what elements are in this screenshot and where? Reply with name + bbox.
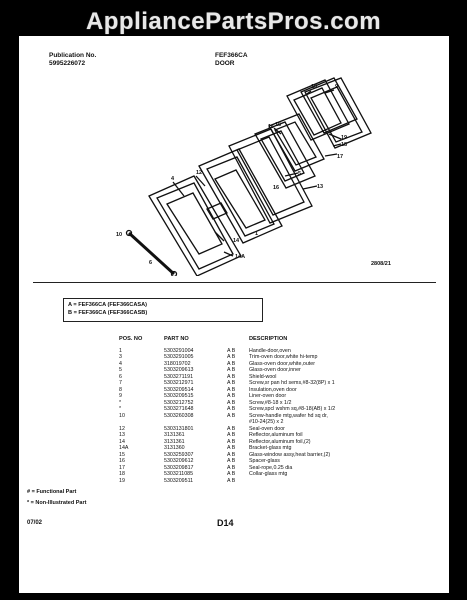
cell-model-codes: A B [227, 380, 236, 386]
legend-line-a: A = FEF366CA (FEF366CASA) [68, 302, 148, 308]
cell-model-codes: A B [227, 412, 236, 419]
cell-part-no: 318019702 [164, 360, 191, 367]
cell-part-no: 5303271191 [164, 373, 194, 380]
footnote-functional: # = Functional Part [27, 489, 77, 495]
cell-part-no: 5303209612 [164, 458, 194, 464]
cell-description: Reflector,aluminum foil [249, 432, 303, 438]
cell-pos-no: 14 [119, 438, 125, 445]
model-legend [63, 298, 263, 322]
legend-line-b: B = FEF366CA (FEF366CASB) [68, 310, 148, 316]
cell-description: Screw-handle mtg,wafer hd sq dr, [249, 412, 328, 419]
col-pos-no: POS. NO [119, 336, 143, 342]
cell-pos-no: 16 [119, 458, 125, 464]
cell-model-codes: A B [227, 464, 236, 471]
cell-pos-no: 5 [119, 367, 122, 373]
cell-description: Handle-door,oven [249, 347, 291, 354]
cell-model-codes: A B [227, 432, 236, 438]
cell-description: Screw,#8-18 x 1/2 [249, 399, 292, 406]
cell-model-codes: A B [227, 406, 236, 412]
cell-model-codes: A B [227, 399, 236, 406]
cell-pos-no: 15 [119, 451, 125, 458]
cell-model-codes: A B [227, 360, 236, 367]
cell-model-codes: A B [227, 393, 236, 399]
callout-6: 6 [149, 260, 153, 266]
col-part-no: PART NO [164, 336, 189, 342]
cell-part-no: 5303260308 [164, 412, 194, 419]
cell-model-codes: A B [227, 471, 236, 477]
cell-description: Shield-wool [249, 373, 277, 380]
cell-part-no: 5303209515 [164, 393, 194, 399]
cell-pos-no: 6 [119, 373, 122, 380]
exploded-door-diagram [19, 36, 449, 276]
diagram-code: 2808/21 [371, 261, 391, 267]
cell-pos-no: 13 [119, 432, 125, 438]
cell-part-no: 3131361 [164, 438, 185, 445]
callout-1: 1 [255, 231, 259, 237]
cell-model-codes: A B [227, 458, 236, 464]
cell-part-no: 5303271648 [164, 406, 194, 412]
cell-pos-no: 10 [119, 412, 125, 419]
cell-part-no: 5303212752 [164, 399, 194, 406]
cell-description: Glass-oven door,inner [249, 367, 301, 373]
publication-number: 5995226072 [49, 60, 86, 67]
cell-part-no: 5303209817 [164, 464, 194, 471]
cell-pos-no: 4 [119, 360, 122, 367]
cell-description: Liner-oven door [249, 393, 287, 399]
callout-19a: 19 [311, 84, 318, 90]
cell-description: Collar-glass mtg [249, 471, 288, 477]
callout-10: 10 [116, 232, 123, 238]
footer-date: 07/02 [27, 520, 43, 526]
watermark: AppliancePartsPros.com [85, 8, 382, 35]
cell-pos-no: 1 [119, 347, 122, 354]
callout-12: 12 [196, 170, 203, 176]
cell-model-codes: A B [227, 438, 236, 445]
cell-model-codes: A B [227, 451, 236, 458]
cell-description: Reflector,aluminum foil,(2) [249, 438, 311, 445]
callout-15: 15 [275, 122, 282, 128]
cell-pos-no: 7 [119, 380, 122, 386]
parts-sheet [19, 36, 449, 593]
cell-pos-no: * [119, 406, 122, 412]
cell-pos-no: 9 [119, 393, 122, 399]
cell-pos-no: * [119, 399, 122, 406]
cell-pos-no: 12 [119, 425, 125, 432]
callout-19b: 19 [341, 135, 348, 141]
footnote-non-illustrated: * = Non-Illustrated Part [27, 500, 87, 506]
callout-18: 18 [341, 142, 348, 148]
cell-pos-no: 19 [119, 477, 125, 484]
cell-part-no: 5303209613 [164, 367, 194, 373]
callout-9: 9 [335, 84, 339, 90]
cell-model-codes: A B [227, 425, 236, 432]
cell-description: Bracket-glass mtg [249, 445, 292, 451]
col-description: DESCRIPTION [249, 336, 288, 342]
callout-16b: 16 [273, 185, 280, 191]
cell-pos-no: 8 [119, 386, 122, 393]
cell-part-no: 5303211085 [164, 471, 194, 477]
cell-description: Trim-oven door,white hi-temp [249, 354, 318, 360]
cell-part-no: 5303131801 [164, 425, 194, 432]
cell-description: Insulation,oven door [249, 386, 297, 393]
cell-model-codes: A B [227, 354, 236, 360]
callout-4: 4 [171, 176, 175, 182]
cell-part-no: 5303291004 [164, 347, 194, 354]
cell-description: Spacer-glass [249, 458, 280, 464]
cell-part-no: 5303291005 [164, 354, 194, 360]
callout-13: 13 [317, 184, 324, 190]
cell-description: Seal-oven door [249, 425, 285, 432]
cell-model-codes: A B [227, 445, 236, 451]
door-handle [129, 233, 174, 274]
footer-page-number: D14 [217, 518, 234, 528]
cell-part-no: 3131360 [164, 445, 185, 451]
callout-14a: 14A [235, 254, 246, 260]
cell-pos-no: 3 [119, 354, 122, 360]
publication-label: Publication No. [49, 52, 97, 59]
cell-pos-no: 17 [119, 464, 125, 471]
cell-pos-no: 14A [119, 445, 129, 451]
cell-description: Screw,sr pan hd sems,#8-32(8P) x 1 [249, 380, 335, 386]
cell-part-no: 3131361 [164, 432, 185, 438]
cell-model-codes: A B [227, 477, 236, 484]
cell-description: #10-24(25) x 2 [249, 419, 284, 425]
cell-description: Glass-oven door,white,outer [249, 360, 315, 367]
callout-16a: 16 [268, 124, 275, 130]
cell-model-codes: A B [227, 373, 236, 380]
callout-17: 17 [337, 154, 344, 160]
divider-top [33, 282, 436, 283]
cell-part-no: 5303212971 [164, 380, 194, 386]
section-title: DOOR [215, 60, 235, 67]
cell-description: Glass-window assy,heat barrier,(2) [249, 451, 331, 458]
callout-5: 5 [298, 171, 302, 177]
cell-part-no: 5303209511 [164, 477, 194, 484]
cell-model-codes: A B [227, 347, 236, 354]
callout-14: 14 [233, 238, 240, 244]
cell-part-no: 5303209514 [164, 386, 194, 393]
model-number: FEF366CA [215, 52, 248, 59]
cell-description: Seal-rope,0.25 dia [249, 464, 293, 471]
cell-pos-no: 18 [119, 471, 125, 477]
cell-model-codes: A B [227, 386, 236, 393]
cell-description: Screw,spcl wshm sq,#8-18(AB) x 1/2 [249, 406, 336, 412]
cell-model-codes: A B [227, 367, 236, 373]
cell-part-no: 5303259307 [164, 451, 194, 458]
